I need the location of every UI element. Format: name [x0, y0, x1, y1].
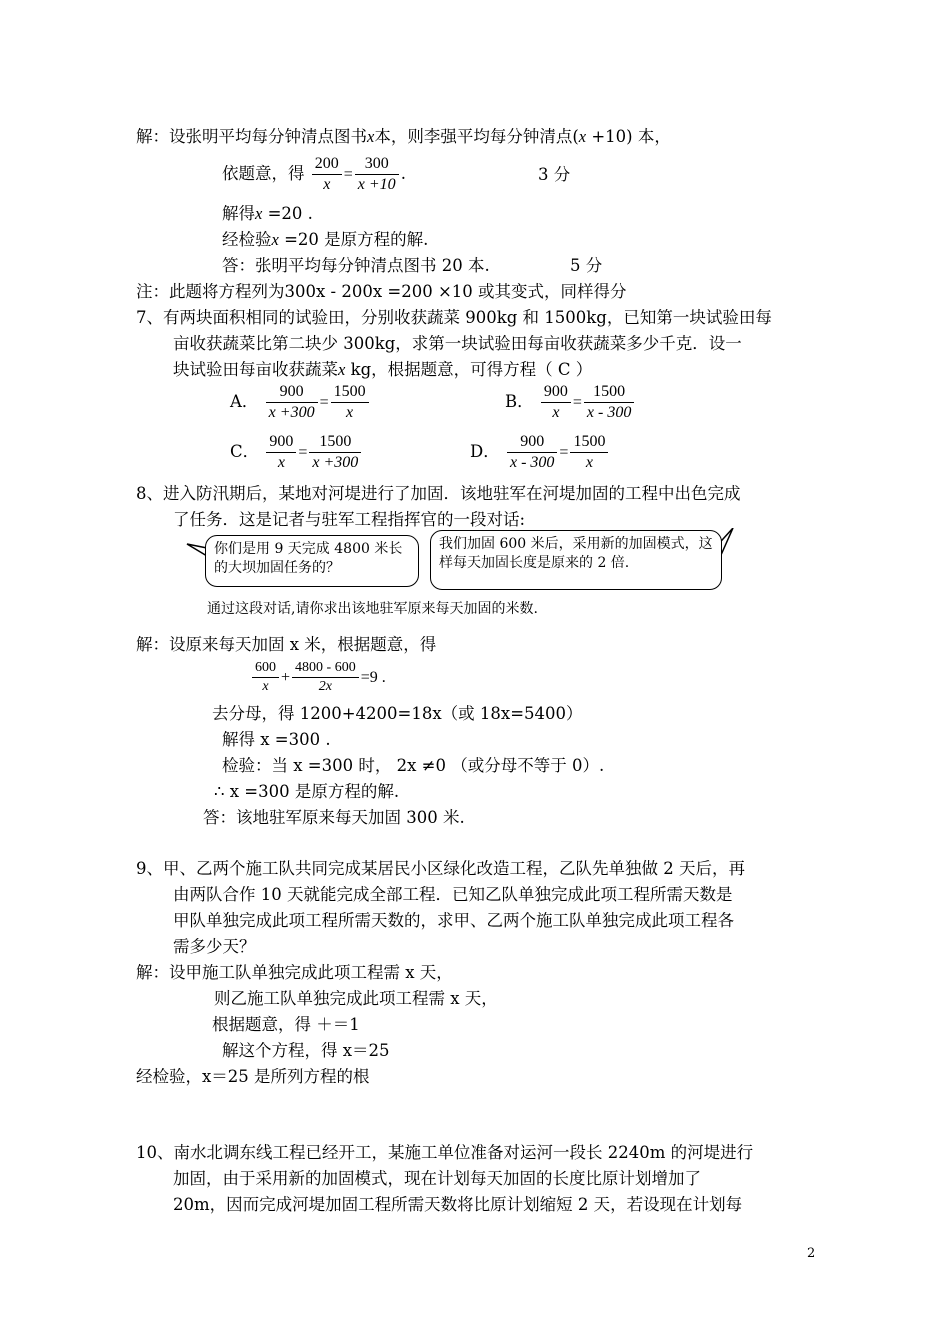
page-number: 2 — [807, 1246, 816, 1261]
q10-line2: 加固，由于采用新的加固模式，现在计划每天加固的长度比原计划增加了 — [173, 1169, 701, 1188]
q8-line2: 了任务．这是记者与驻军工程指挥官的一段对话: — [173, 510, 526, 529]
q9-line1: 9、甲、乙两个施工队共同完成某居民小区绿化改造工程，乙队先单独做 2 天后，再 — [136, 859, 745, 878]
q7-line1: 7、有两块面积相同的试验田，分别收获蔬菜 900kg 和 1500kg，已知第一块试验田每 — [136, 308, 772, 327]
q8-solution-3: 去分母，得 1200+4200=18x（或 18x=5400） — [212, 704, 583, 723]
q9-line4: 需多少天？ — [173, 937, 256, 956]
q10-line1: 10、南水北调东线工程已经开工，某施工单位准备对运河一段长 2240m 的河堤进行 — [136, 1143, 754, 1162]
s6-score-3: 3 分 — [538, 165, 571, 184]
speech-bubble-commander: 我们加固 600 米后，采用新的加固模式，这样每天加固长度是原来的 2 倍. — [430, 530, 722, 590]
s6-line1: 解：设张明平均每分钟清点图书x本，则李强平均每分钟清点(x +10) 本， — [136, 127, 671, 146]
speech-bubble-reporter: 你们是用 9 天完成 4800 米长的大坝加固任务的？ — [205, 535, 419, 587]
q8-prompt: 通过这段对话,请你求出该地驻军原来每天加固的米数. — [207, 601, 538, 617]
q8-solution-6: ∴ x =300 是原方程的解. — [214, 782, 400, 801]
q8-solution-4: 解得 x =300 . — [222, 730, 331, 749]
q9-solution-2: 则乙施工队单独完成此项工程需 x 天， — [214, 989, 498, 1008]
q9-line3: 甲队单独完成此项工程所需天数的，求甲、乙两个施工队单独完成此项工程各 — [173, 911, 734, 930]
q9-solution-4: 解这个方程，得 x＝25 — [222, 1041, 390, 1060]
s6-score-5: 5 分 — [570, 256, 603, 275]
q8-solution-1: 解：设原来每天加固 x 米，根据题意，得 — [136, 635, 437, 654]
q7-line3: 块试验田每亩收获蔬菜x kg，根据题意，可得方程（ C ） — [173, 360, 593, 379]
s6-equation: 依题意，得 $\frac{200}{x}$ = $\frac{300}{x +10}$ . — [222, 155, 406, 193]
q8-line1: 8、进入防汛期后，某地对河堤进行了加固．该地驻军在河堤加固的工程中出色完成 — [136, 484, 741, 503]
q8-solution-7: 答：该地驻军原来每天加固 300 米. — [203, 808, 465, 827]
q7-option-b: B． $\frac{900}{x}$ = $\frac{1500}{x - 300}$ — [505, 380, 636, 425]
s6-note: 注：此题将方程列为300x - 200x =200 ×10 或其变式，同样得分 — [136, 282, 627, 301]
s6-line5: 答：张明平均每分钟清点图书 20 本. — [222, 256, 490, 275]
q10-line3: 20m，因而完成河堤加固工程所需天数将比原计划缩短 2 天，若设现在计划每 — [173, 1195, 743, 1214]
q7-option-c: C． $\frac{900}{x}$ = $\frac{1500}{x +300}$ — [230, 430, 363, 475]
q9-solution-5: 经检验，x＝25 是所列方程的根 — [136, 1067, 370, 1086]
q8-equation: $\frac{600}{x}$ + $\frac{4800 - 600}{2x}$ =9 . — [250, 656, 386, 699]
q9-line2: 由两队合作 10 天就能完成全部工程．已知乙队单独完成此项工程所需天数是 — [173, 885, 733, 904]
q7-option-a: A． $\frac{900}{x +300}$ = $\frac{1500}{x}$ — [230, 380, 371, 425]
s6-line4: 经检验x =20 是原方程的解. — [222, 230, 429, 249]
q9-solution-3: 根据题意，得 ＋＝1 — [212, 1015, 360, 1034]
q7-option-d: D． $\frac{900}{x - 300}$ = $\frac{1500}{x}$ — [470, 430, 610, 475]
q8-solution-5: 检验：当 x =300 时， 2x ≠0 （或分母不等于 0）. — [222, 756, 605, 775]
fraction: $\frac{300}{x +10}$ — [355, 154, 399, 195]
s6-line3: 解得x =20 . — [222, 204, 313, 223]
q9-solution-1: 解：设甲施工队单独完成此项工程需 x 天， — [136, 963, 453, 982]
fraction: $\frac{200}{x}$ — [312, 154, 342, 195]
q7-line2: 亩收获蔬菜比第二块少 300kg，求第一块试验田每亩收获蔬菜多少千克．设一 — [173, 334, 742, 353]
